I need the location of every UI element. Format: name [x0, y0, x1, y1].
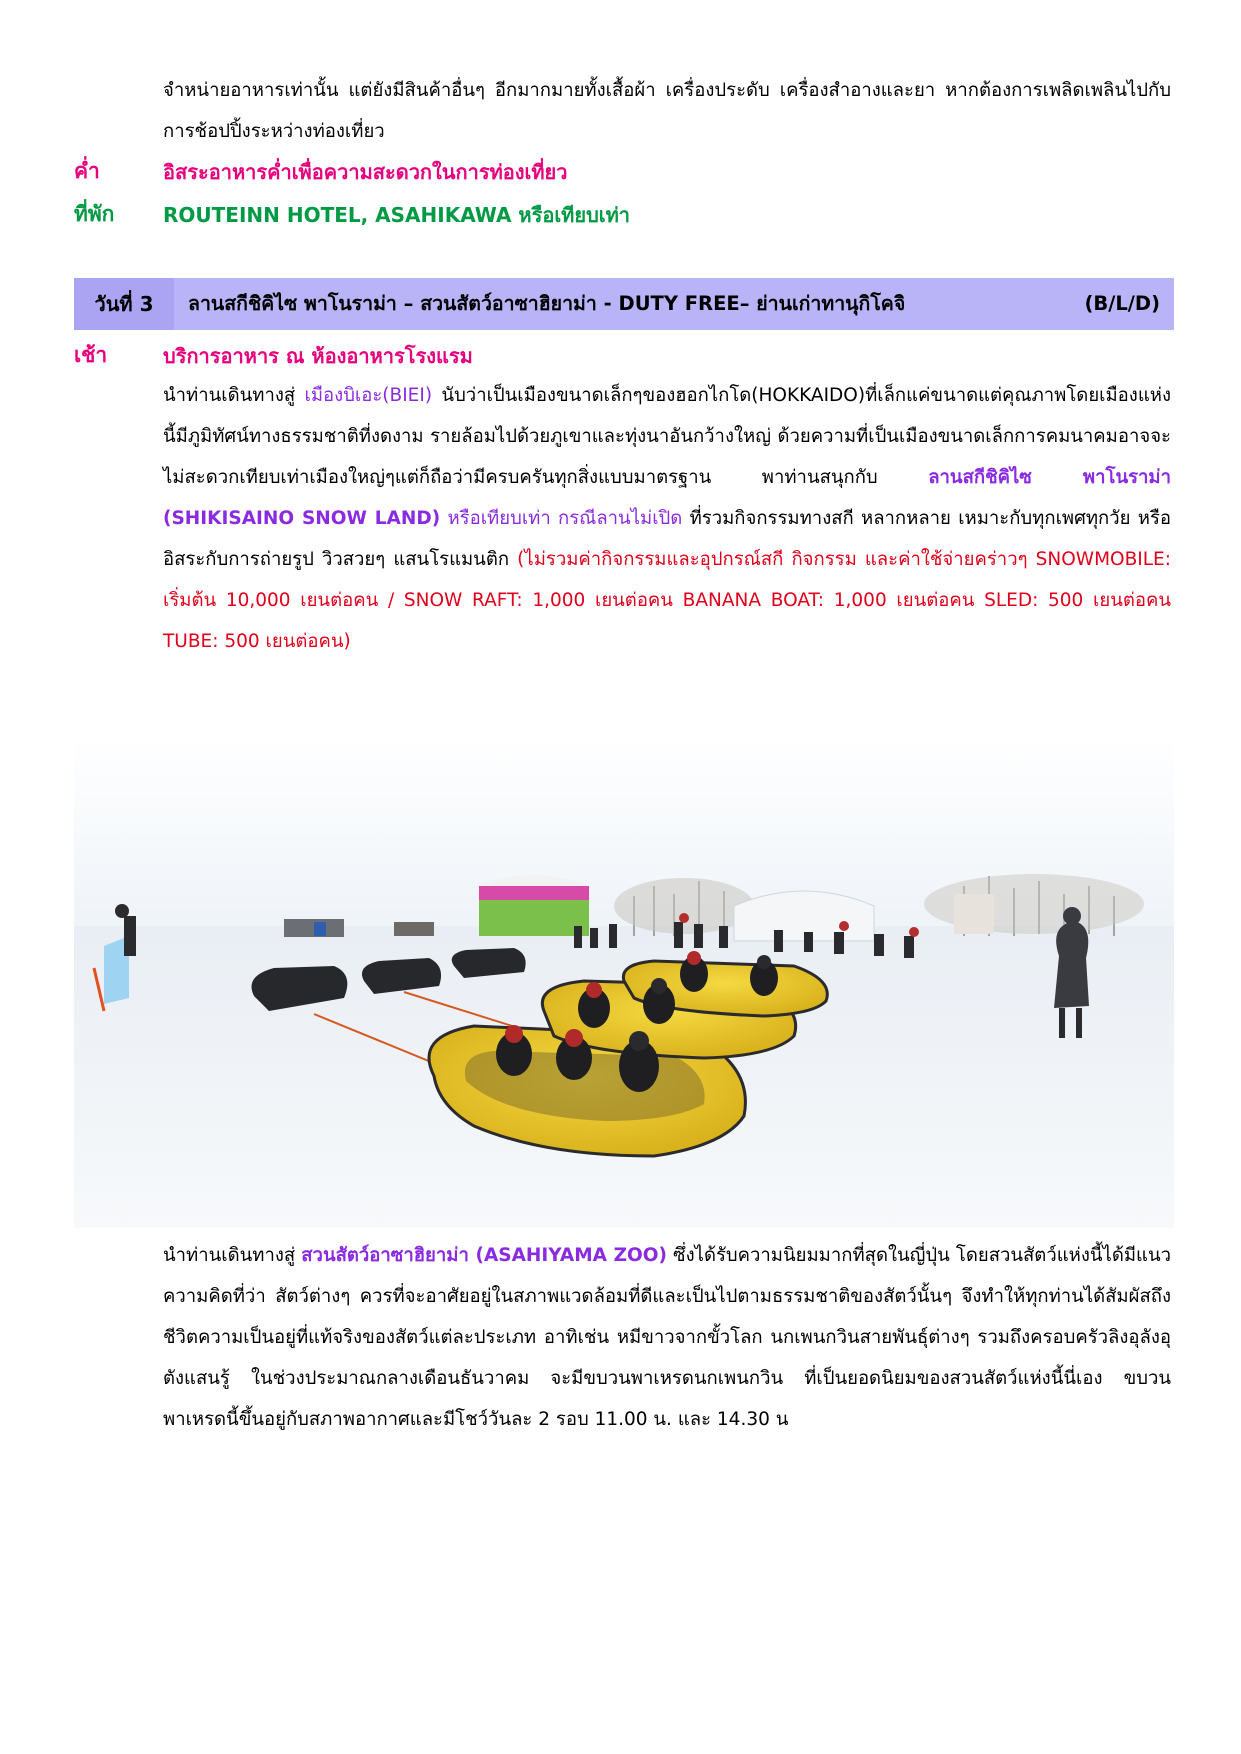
- accommodation-text: ROUTEINN HOTEL, ASAHIKAWA หรือเทียบเท่า: [163, 203, 631, 227]
- morning-text: บริการอาหาร ณ ห้องอาหารโรงแรม: [163, 344, 473, 368]
- accommodation-label: ที่พัก: [74, 202, 115, 226]
- activity-price-note: (ไม่รวมค่ากิจกรรมและอุปกรณ์สกี กิจกรรม และค่าใช้จ่ายคร่าวๆ SNOWMOBILE: เริ่มต้น 10,000 เยนต่อคน / SNOW RAFT: 1,000 เยนต่อคน BANANA BOAT: 1,000 เยนต่อคน SLED: 500 เยนต่อคน TUBE: 500 เยนต่อคน): [163, 549, 1171, 652]
- day-title: ลานสกีชิคิไซ พาโนราม่า – สวนสัตว์อาซาฮิยาม่า - DUTY FREE– ย่านเก่าทานุกิโคจิ: [188, 292, 906, 315]
- zoo-text-2: ซึ่งได้รับความนิยมมากที่สุดในญี่ปุ่น โดยสวนสัตว์แห่งนี้ได้มีแนวความคิดที่ว่า สัตว์ต่างๆ ควรที่จะอาศัยอยู่ในสภาพแวดล้อมที่ดีและเป็นไปตามธรรมชาติของสัตว์นั้นๆ จึงทำให้ทุกท่านได้สัมผัสถึงชีวิตความเป็นอยู่ที่แท้จริงของสัตว์แต่ละประเภท อาทิเช่น หมีขาวจากขั้วโลก นกเพนกวินสายพันธุ์ต่างๆ รวมถึงครอบครัวลิงอุลังอุตังแสนรู้ ในช่วงประมาณกลางเดือนธันวาคม จะมีขบวนพาเหรดนกเพนกวิน ที่เป็นยอดนิยมของสวนสัตว์แห่งนี้นี่เอง ขบวนพาเหรดนี้ขึ้นอยู่กับสภาพอากาศและมีโชว์วันละ 2 รอบ 11.00 น. และ 14.30 น: [163, 1245, 1171, 1430]
- dinner-text: อิสระอาหารค่ำเพื่อความสะดวกในการท่องเที่ยว: [163, 160, 568, 184]
- biei-paragraph: [163, 375, 1171, 662]
- day-meals: (B/L/D): [1084, 292, 1160, 315]
- biei-text-2: นับว่าเป็นเมืองขนาดเล็กๆของฮอกไกโด(HOKKAIDO)ที่เล็กแค่ขนาดแต่คุณภาพโดยเมืองแห่งนี้มีภูมิทัศน์ทางธรรมชาติที่งดงาม รายล้อมไปด้วยภูเขาและทุ่งนาอันกว้างใหญ่ ด้วยความที่เป็นเมืองขนาดเล็กการคมนาคมอาจจะไม่สะดวกเทียบเท่าเมืองใหญ่ๆแต่ก็ถือว่ามีครบครันทุกสิ่งแบบมาตรฐาน พาท่านสนุกกับ: [163, 385, 1171, 488]
- morning-label: เช้า: [74, 343, 108, 367]
- ski-resort-alt: หรือเทียบเท่า กรณีลานไม่เปิด: [440, 508, 683, 529]
- ski-resort-highlight: ลานสกีชิคิไซ พาโนราม่า (SHIKISAINO SNOW LAND): [163, 467, 1172, 529]
- biei-text-3: ที่รวมกิจกรรมทางสกี หลากหลาย เหมาะกับทุกเพศทุกวัย หรืออิสระกับการถ่ายรูป วิวสวยๆ แสนโรแมนติก: [163, 508, 1172, 570]
- snow-rafting-photo: [74, 736, 1174, 1228]
- intro-paragraph: จำหน่ายอาหารเท่านั้น แต่ยังมีสินค้าอื่นๆ อีกมากมายทั้งเสื้อผ้า เครื่องประดับ เครื่องสำอางและยา หากต้องการเพลิดเพลินไปกับการช้อปปิ้งระหว่างท่องเที่ยว: [163, 80, 1171, 142]
- day-header-bar: [74, 278, 1174, 330]
- biei-text-1: นำท่านเดินทางสู่: [163, 385, 305, 406]
- biei-highlight: เมืองบิเอะ(BIEI): [304, 385, 433, 406]
- dinner-label: ค่ำ: [74, 159, 100, 183]
- zoo-text-1: นำท่านเดินทางสู่: [163, 1245, 302, 1266]
- zoo-paragraph: [163, 1235, 1171, 1440]
- zoo-highlight: สวนสัตว์อาซาฮิยาม่า (ASAHIYAMA ZOO): [301, 1245, 667, 1266]
- day-number: วันที่ 3: [74, 278, 174, 330]
